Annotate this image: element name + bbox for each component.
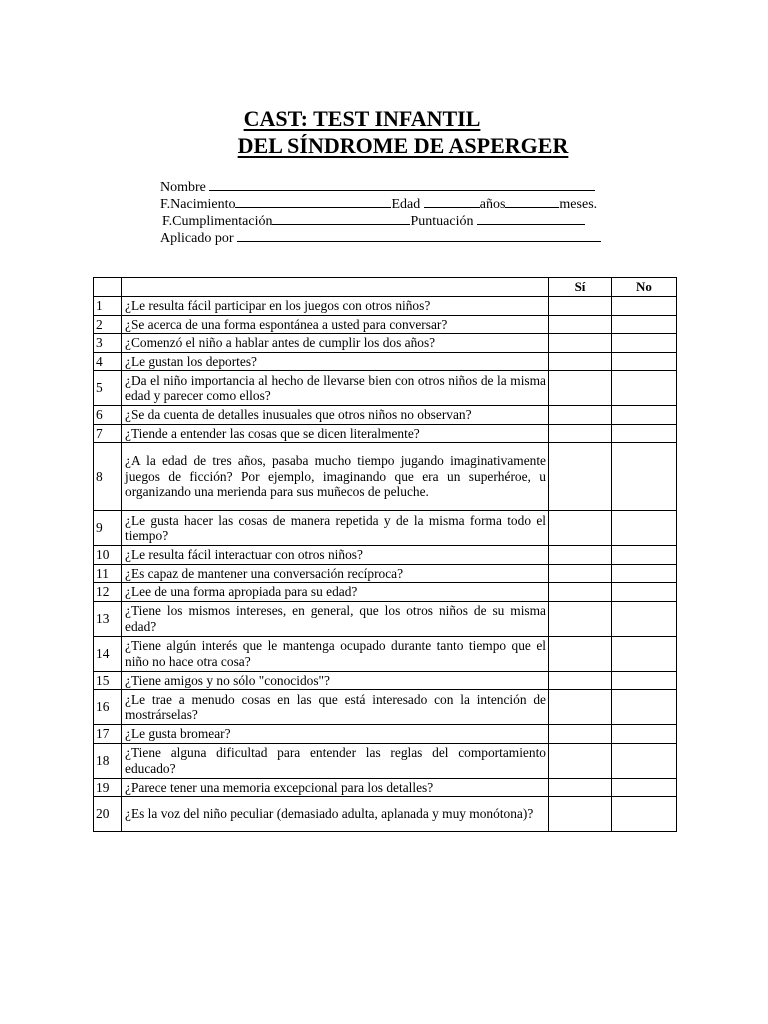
- puntuacion-field[interactable]: [477, 211, 585, 225]
- answer-no-cell[interactable]: [612, 671, 677, 690]
- answer-no-cell[interactable]: [612, 778, 677, 797]
- question-number: 11: [94, 564, 122, 583]
- question-number: 17: [94, 725, 122, 744]
- answer-no-cell[interactable]: [612, 636, 677, 671]
- question-number: 16: [94, 690, 122, 725]
- nombre-field[interactable]: [209, 177, 595, 191]
- question-text: ¿Tiene alguna dificultad para entender las reglas del comportamiento educado?: [122, 743, 549, 778]
- edad-anos-field[interactable]: [424, 194, 480, 208]
- table-row: [94, 371, 677, 406]
- question-text: ¿A la edad de tres años, pasaba mucho tiempo jugando imaginativamente juegos de ficción? Por ejemplo, imaginando que era un superhéroe, u organizando una merienda para sus muñecos de peluche.: [122, 443, 549, 511]
- question-text: ¿Le gusta hacer las cosas de manera repetida y de la misma forma todo el tiempo?: [122, 511, 549, 546]
- puntuacion-label: Puntuación: [410, 214, 474, 229]
- answer-no-cell[interactable]: [612, 583, 677, 602]
- header-empty-cell: [94, 278, 122, 297]
- answer-no-cell[interactable]: [612, 564, 677, 583]
- aplicado-field[interactable]: [237, 228, 601, 242]
- question-text: ¿Es capaz de mantener una conversación recíproca?: [122, 564, 549, 583]
- table-row: [94, 443, 677, 511]
- table-row: [94, 406, 677, 425]
- question-text: ¿Parece tener una memoria excepcional para los detalles?: [122, 778, 549, 797]
- question-number: 18: [94, 743, 122, 778]
- answer-no-cell[interactable]: [612, 297, 677, 316]
- questionnaire-table: [93, 277, 677, 832]
- table-row: [94, 424, 677, 443]
- answer-si-cell[interactable]: [549, 583, 612, 602]
- answer-si-cell[interactable]: [549, 443, 612, 511]
- question-number: 19: [94, 778, 122, 797]
- table-row: [94, 601, 677, 636]
- meses-label: meses.: [559, 197, 598, 212]
- answer-no-cell[interactable]: [612, 797, 677, 832]
- anos-label: años: [479, 197, 506, 212]
- table-row: [94, 297, 677, 316]
- document-title-line2: DEL SÍNDROME DE ASPERGER: [237, 133, 569, 158]
- answer-si-cell[interactable]: [549, 546, 612, 565]
- question-number: 6: [94, 406, 122, 425]
- table-row: [94, 690, 677, 725]
- table-row: [94, 564, 677, 583]
- answer-si-cell[interactable]: [549, 564, 612, 583]
- table-row: [94, 315, 677, 334]
- question-text: ¿Le gusta bromear?: [122, 725, 549, 744]
- question-number: 14: [94, 636, 122, 671]
- question-number: 5: [94, 371, 122, 406]
- answer-no-cell[interactable]: [612, 511, 677, 546]
- answer-no-cell[interactable]: [612, 424, 677, 443]
- answer-no-cell[interactable]: [612, 546, 677, 565]
- nacimiento-label: F.Nacimiento: [160, 197, 236, 212]
- edad-meses-field[interactable]: [505, 194, 559, 208]
- question-text: ¿Se acerca de una forma espontánea a usted para conversar?: [122, 315, 549, 334]
- answer-si-cell[interactable]: [549, 297, 612, 316]
- question-number: 1: [94, 297, 122, 316]
- question-number: 2: [94, 315, 122, 334]
- table-row: [94, 671, 677, 690]
- table-row: [94, 583, 677, 602]
- answer-si-cell[interactable]: [549, 601, 612, 636]
- answer-si-cell[interactable]: [549, 511, 612, 546]
- table-row: [94, 546, 677, 565]
- question-text: ¿Tiende a entender las cosas que se dicen literalmente?: [122, 424, 549, 443]
- answer-no-cell[interactable]: [612, 690, 677, 725]
- question-number: 4: [94, 352, 122, 371]
- aplicado-label: Aplicado por: [160, 231, 234, 246]
- header-no: No: [612, 278, 677, 297]
- answer-si-cell[interactable]: [549, 778, 612, 797]
- question-text: ¿Tiene amigos y no sólo "conocidos"?: [122, 671, 549, 690]
- header-question-cell: [122, 278, 549, 297]
- answer-no-cell[interactable]: [612, 743, 677, 778]
- answer-no-cell[interactable]: [612, 725, 677, 744]
- table-row: [94, 797, 677, 832]
- answer-no-cell[interactable]: [612, 315, 677, 334]
- answer-si-cell[interactable]: [549, 797, 612, 832]
- answer-no-cell[interactable]: [612, 443, 677, 511]
- answer-no-cell[interactable]: [612, 352, 677, 371]
- answer-si-cell[interactable]: [549, 690, 612, 725]
- table-row: [94, 352, 677, 371]
- question-text: ¿Comenzó el niño a hablar antes de cumplir los dos años?: [122, 334, 549, 353]
- question-text: ¿Se da cuenta de detalles inusuales que otros niños no observan?: [122, 406, 549, 425]
- answer-no-cell[interactable]: [612, 334, 677, 353]
- table-row: [94, 334, 677, 353]
- answer-si-cell[interactable]: [549, 424, 612, 443]
- nombre-label: Nombre: [160, 180, 206, 195]
- question-number: 12: [94, 583, 122, 602]
- aplicado-row: [160, 228, 601, 247]
- table-row: [94, 778, 677, 797]
- answer-si-cell[interactable]: [549, 406, 612, 425]
- question-text: ¿Le resulta fácil interactuar con otros niños?: [122, 546, 549, 565]
- edad-label: Edad: [391, 197, 421, 212]
- question-number: 7: [94, 424, 122, 443]
- question-text: ¿Tiene algún interés que le mantenga ocupado durante tanto tiempo que el niño no hace otra cosa?: [122, 636, 549, 671]
- answer-si-cell[interactable]: [549, 671, 612, 690]
- answer-si-cell[interactable]: [549, 371, 612, 406]
- answer-no-cell[interactable]: [612, 406, 677, 425]
- question-text: ¿Es la voz del niño peculiar (demasiado adulta, aplanada y muy monótona)?: [122, 797, 549, 832]
- answer-si-cell[interactable]: [549, 352, 612, 371]
- table-row: [94, 725, 677, 744]
- question-number: 9: [94, 511, 122, 546]
- answer-si-cell[interactable]: [549, 334, 612, 353]
- question-text: ¿Le gustan los deportes?: [122, 352, 549, 371]
- document-title-line1: CAST: TEST INFANTIL: [243, 106, 481, 131]
- header-si: Sí: [549, 278, 612, 297]
- table-row: [94, 743, 677, 778]
- question-text: ¿Lee de una forma apropiada para su edad?: [122, 583, 549, 602]
- table-row: [94, 511, 677, 546]
- table-header-row: [94, 278, 677, 297]
- question-number: 10: [94, 546, 122, 565]
- answer-no-cell[interactable]: [612, 601, 677, 636]
- question-text: ¿Tiene los mismos intereses, en general, que los otros niños de su misma edad?: [122, 601, 549, 636]
- nacimiento-field[interactable]: [235, 194, 391, 208]
- answer-si-cell[interactable]: [549, 636, 612, 671]
- question-text: ¿Le trae a menudo cosas en las que está interesado con la intención de mostrárselas?: [122, 690, 549, 725]
- question-number: 13: [94, 601, 122, 636]
- table-row: [94, 636, 677, 671]
- question-number: 3: [94, 334, 122, 353]
- question-text: ¿Da el niño importancia al hecho de llevarse bien con otros niños de la misma edad y parecer como ellos?: [122, 371, 549, 406]
- question-number: 20: [94, 797, 122, 832]
- question-number: 8: [94, 443, 122, 511]
- cumplimentacion-field[interactable]: [272, 211, 410, 225]
- answer-si-cell[interactable]: [549, 725, 612, 744]
- question-text: ¿Le resulta fácil participar en los juegos con otros niños?: [122, 297, 549, 316]
- cumplimentacion-label: F.Cumplimentación: [162, 214, 273, 229]
- answer-si-cell[interactable]: [549, 743, 612, 778]
- question-number: 15: [94, 671, 122, 690]
- answer-si-cell[interactable]: [549, 315, 612, 334]
- answer-no-cell[interactable]: [612, 371, 677, 406]
